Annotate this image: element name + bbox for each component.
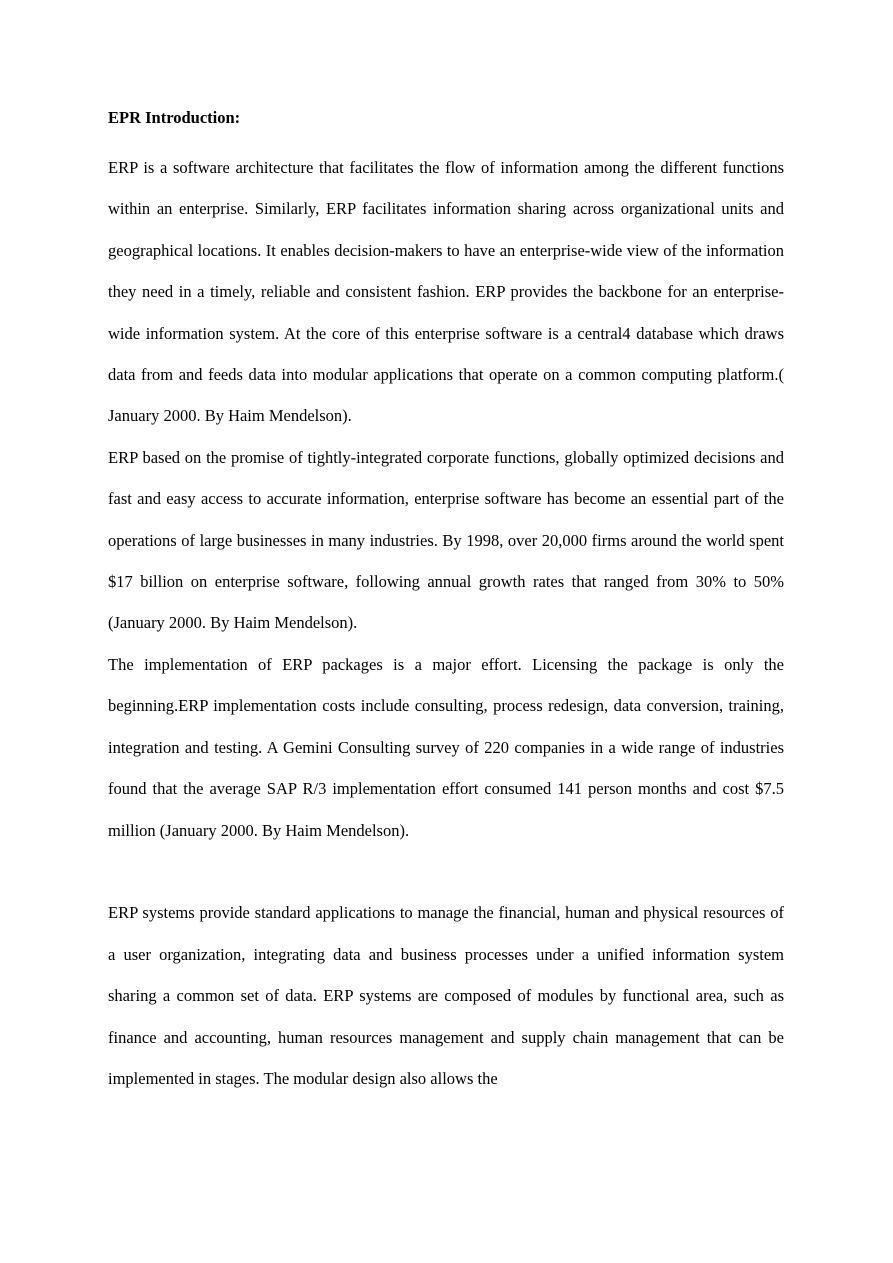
paragraph-erp-systems: ERP systems provide standard applications to manage the financial, human and physical resources of a user organization, integrating data and business processes under a unified information system sharing a common set of data. ERP systems are composed of modules by functional area, such as finance and accounting, human resources management and supply chain management that can be implemented in stages. The modular design also allows the: [108, 903, 784, 1088]
paragraph-erp-promise: ERP based on the promise of tightly-integrated corporate functions, globally optimized decisions and fast and easy access to accurate information, enterprise software has become an essential part of the operations of large businesses in many industries. By 1998, over 20,000 firms around the world spent $17 billion on enterprise software, following annual growth rates that ranged from 30% to 50% (January 2000. By Haim Mendelson).: [108, 447, 784, 633]
paragraph-erp-implementation: The implementation of ERP packages is a major effort. Licensing the package is only the beginning.ERP implementation costs include consulting, process redesign, data conversion, training, integration and testing. A Gemini Consulting survey of 220 companies in a wide range of industries found that the average SAP R/3 implementation effort consumed 141 person months and cost $7.5 million (January 2000. By Haim Mendelson).: [108, 654, 784, 840]
document-body: [108, 103, 784, 1099]
paragraph-spacer: [108, 851, 784, 892]
paragraph-erp-definition: ERP is a software architecture that facilitates the flow of information among the different functions within an enterprise. Similarly, ERP facilitates information sharing across organizational units and geographical locations. It enables decision-makers to have an enterprise-wide view of the information they need in a timely, reliable and consistent fashion. ERP provides the backbone for an enterprise-wide information system. At the core of this enterprise software is a central4 database which draws data from and feeds data into modular applications that operate on a common computing platform.( January 2000. By Haim Mendelson).: [108, 158, 784, 426]
section-heading: EPR Introduction:: [108, 108, 241, 127]
